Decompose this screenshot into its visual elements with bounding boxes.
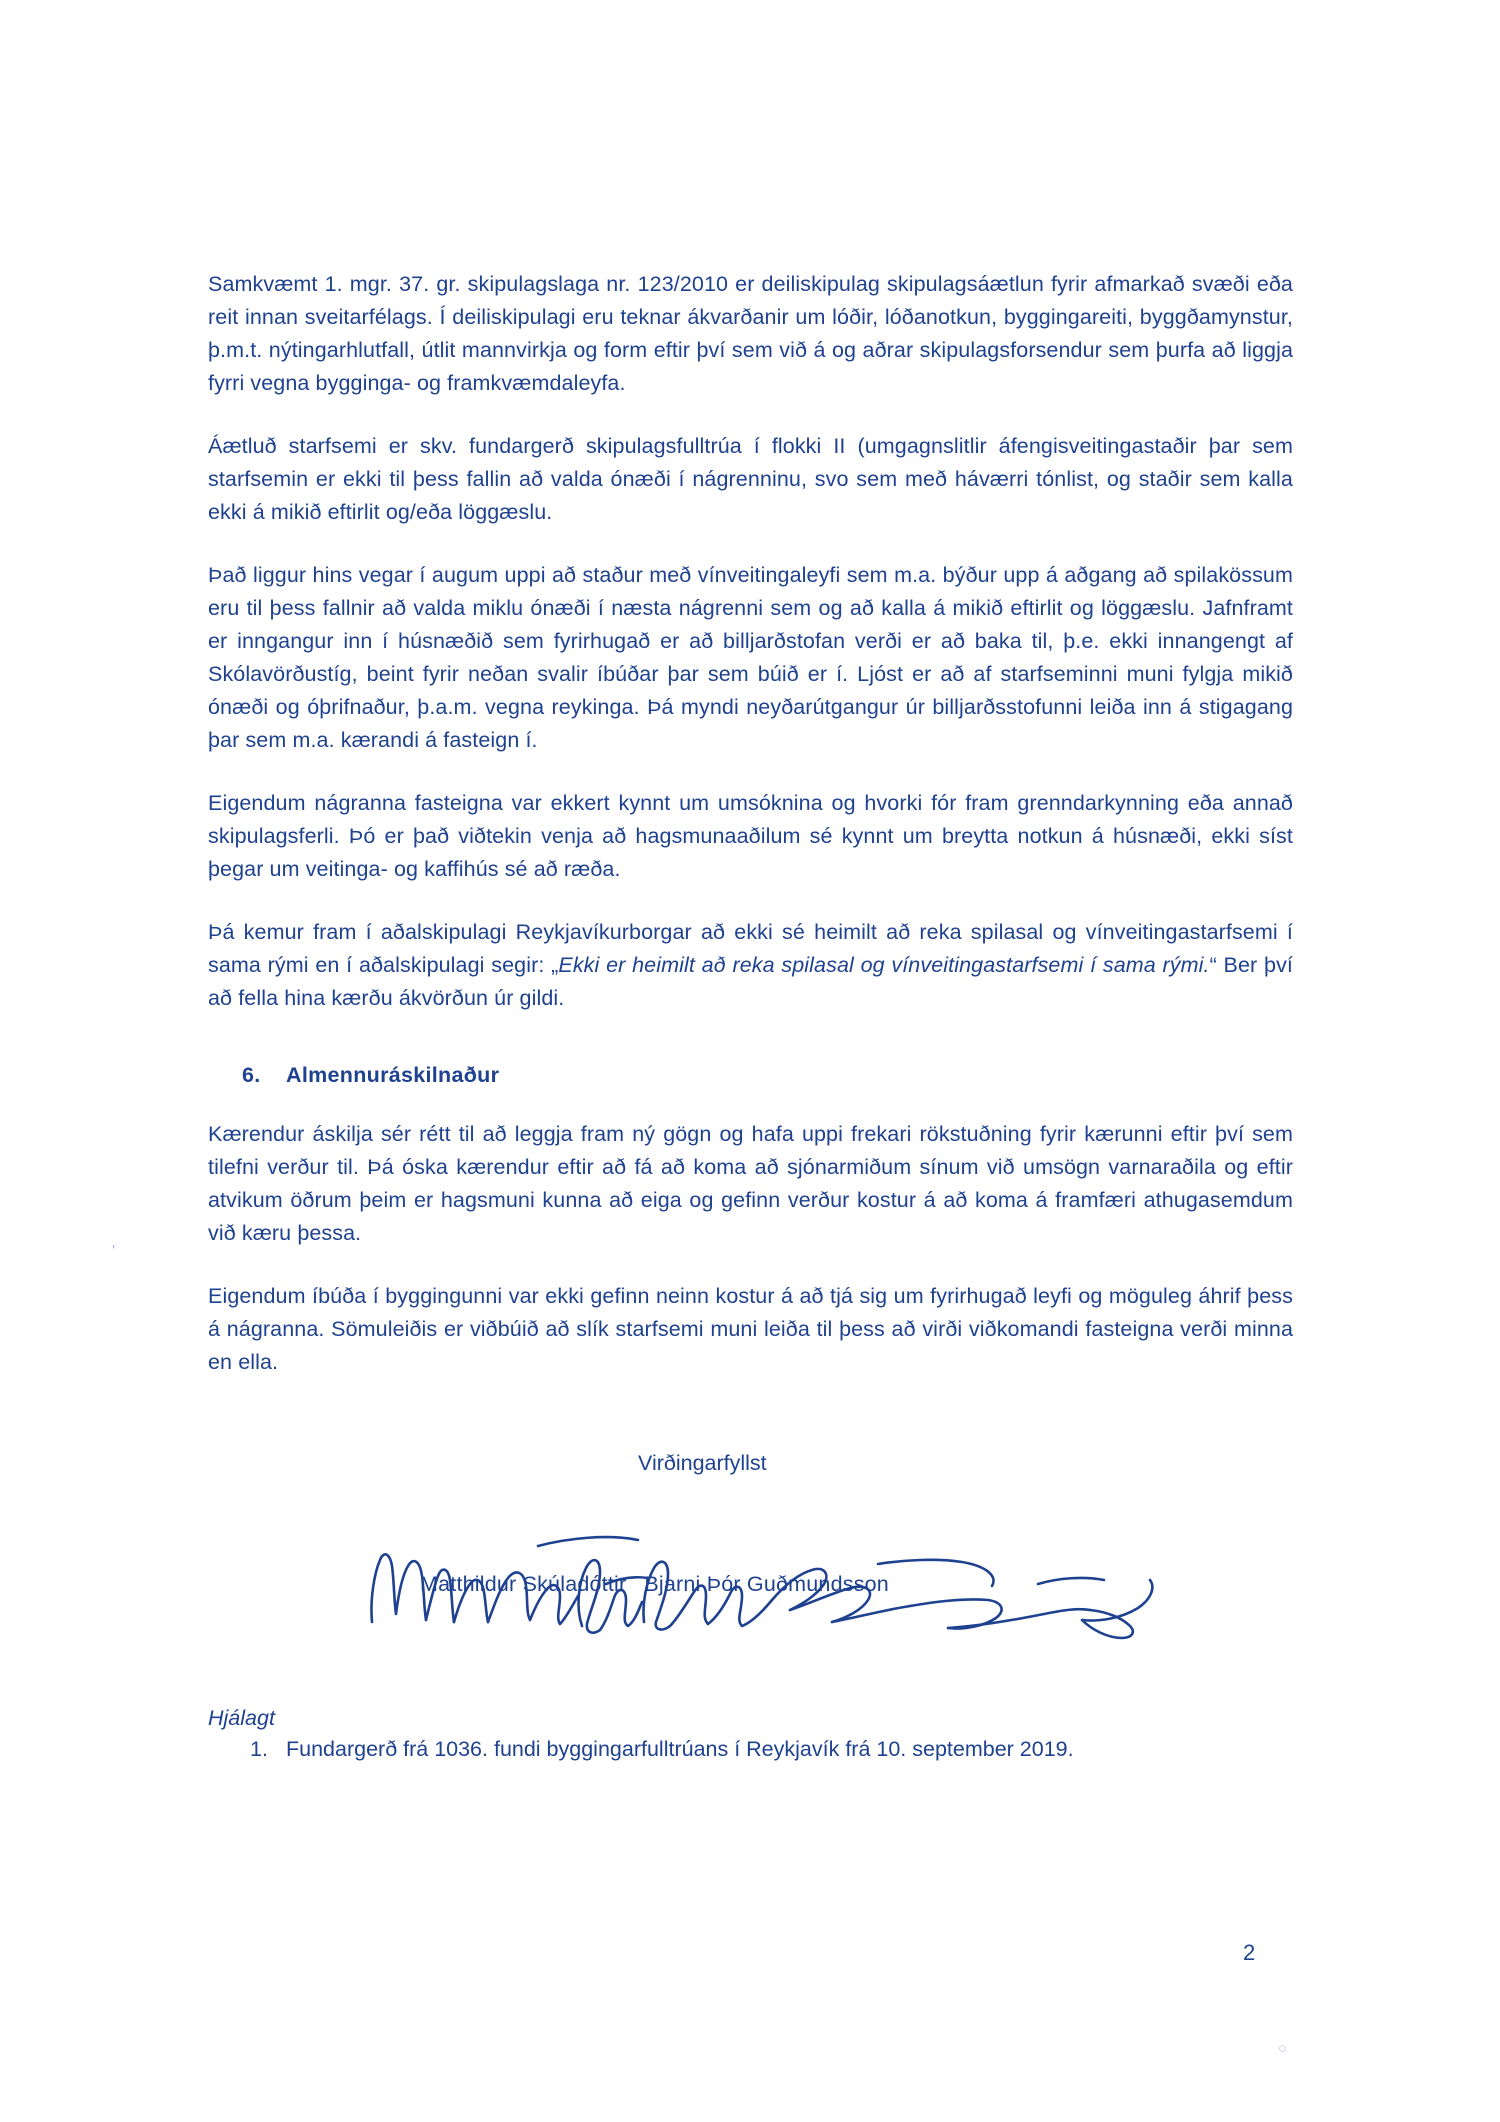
quote-close-mark: “: [1209, 953, 1217, 977]
quoted-text: Ekki er heimilt að reka spilasal og vínveitingastarfsemi í sama rými.: [558, 953, 1210, 977]
section-heading: [208, 1063, 1293, 1088]
signature-block: [208, 1516, 1293, 1666]
paragraph: Eigendum íbúða í byggingunni var ekki gefinn neinn kostur á að tjá sig um fyrirhugað leyfi og möguleg áhrif þess á nágranna. Sömuleiðis er viðbúið að slík starfsemi muni leiða til þess að virði viðkomandi fasteigna verði minna en ella.: [208, 1284, 1293, 1374]
paragraph: Samkvæmt 1. mgr. 37. gr. skipulagslaga nr. 123/2010 er deiliskipulag skipulagsáætlun fyrir afmarkað svæði eða reit innan sveitarfélags. Í deiliskipulagi eru teknar ákvarðanir um lóðir, lóðanotkun, byggingareiti, byggðamynstur, þ.m.t. nýtingarhlutfall, útlit mannvirkja og form eftir því sem við á og aðrar skipulagsforsendur sem þurfa að liggja fyrri vegna bygginga- og framkvæmdaleyfa.: [208, 272, 1293, 395]
page-number: 2: [1243, 1940, 1256, 1965]
attachment-item: [208, 1737, 1293, 1762]
document-body: [208, 268, 1293, 1762]
quote-follow-up: Ber því að fella hina kærðu ákvörðun úr gildi.: [208, 953, 1293, 1010]
paragraph: Kærendur áskilja sér rétt til að leggja fram ný gögn og hafa uppi frekari rökstuðning fyrir kærunni eftir því sem tilefni verður til. Þá óska kærendur eftir að fá að koma að sjónarmiðum sínum við umsögn varnaraðila og eftir atvikum öðrum þeim er hagsmuni kunna að eiga og gefinn verður kostur á að koma á framfæri athugasemdum við kæru þessa.: [208, 1122, 1293, 1245]
paragraph: Áætluð starfsemi er skv. fundargerð skipulagsfulltrúa í flokki II (umgagnslitlir áfengisveitingastaðir þar sem starfsemin er ekki til þess fallin að valda ónæði í nágrenninu, svo sem með háværri tónlist, og staðir sem kalla ekki á mikið eftirlit og/eða löggæslu.: [208, 434, 1293, 524]
attachment-text: Fundargerð frá 1036. fundi byggingarfulltrúans í Reykjavík frá 10. september 2019.: [286, 1737, 1074, 1761]
paragraph: Eigendum nágranna fasteigna var ekkert kynnt um umsóknina og hvorki fór fram grenndarkynning eða annað skipulagsferli. Þó er það viðtekin venja að hagsmunaaðilum sé kynnt um breytta notkun á húsnæði, ekki síst þegar um veitinga- og kaffihús sé að ræða.: [208, 791, 1293, 881]
section-title: Almennuráskilnaður: [286, 1063, 500, 1087]
scan-artifact-left: ': [112, 1243, 116, 1260]
signatory-first: Matthildur Skúladóttir: [420, 1572, 627, 1596]
attachments-title: Hjálagt: [208, 1706, 275, 1730]
closing-salutation: Virðingarfyllst: [638, 1451, 767, 1475]
section-number: 6.: [242, 1063, 261, 1087]
quote-lead-in: Þá kemur fram í aðalskipulagi Reykjavíkurborgar að ekki sé heimilt að reka spilasal og vínveitingastarfsemi í sama rými en í aðalskipulagi segir:: [208, 920, 1293, 977]
quote-open-mark: „: [551, 953, 559, 977]
signatory-names: [420, 1572, 889, 1597]
attachment-index: 1.: [250, 1737, 268, 1761]
attachments-section: [208, 1706, 1293, 1762]
paragraph: Það liggur hins vegar í augum uppi að staður með vínveitingaleyfi sem m.a. býður upp á aðgang að spilakössum eru til þess fallnir að valda miklu ónæði í næsta nágrenni sem og að kalla á mikið eftirlit og löggæslu. Jafnframt er inngangur inn í húsnæðið sem fyrirhugað er að billjarðstofan verði er að baka til, þ.e. ekki innangengt af Skólavörðustíg, beint fyrir neðan svalir íbúðar þar sem búið er í. Ljóst er að af starfseminni muni fylgja mikið ónæði og óþrifnaður, þ.a.m. vegna reykinga. Þá myndi neyðarútgangur úr billjarðsstofunni leiða inn á stigagang þar sem m.a. kærandi á fasteign í.: [208, 563, 1293, 752]
scan-artifact-bottom: ○: [1278, 2040, 1288, 2057]
signatory-second: Bjarni Þór Guðmundsson: [644, 1572, 889, 1596]
paragraph-with-quotation: [208, 916, 1293, 1015]
